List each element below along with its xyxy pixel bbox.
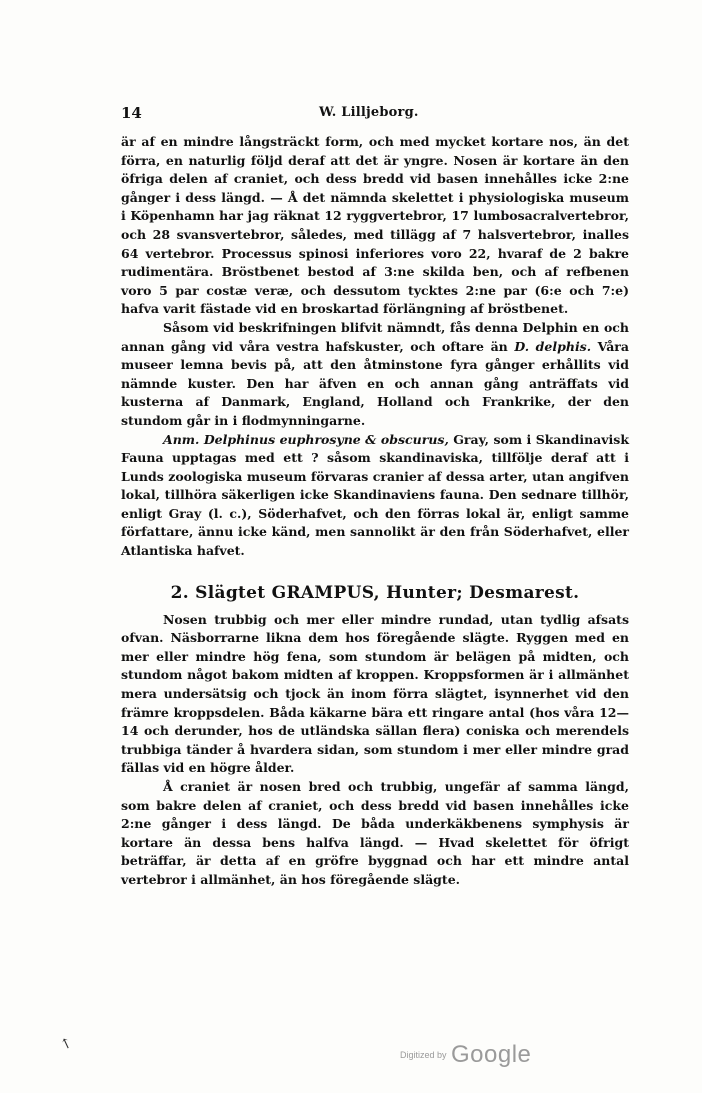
paragraph-skeleton-description: är af en mindre långsträckt form, och med mycket kortare nos, än det förra, en naturlig följd deraf att det är yngre. Nosen är kortare än den öfriga delen af craniet, och dess bredd vid basen innehålles icke 2:ne gånger i dess längd. — Å det nämnda skelettet i physiologiska museum i Köpenhamn har jag räknat 12 ryggvertebror, 17 lumbosacralvertebror, och 28 svansvertebror, således, med tillägg af 7 halsvertebror, inalles 64 vertebror. Processus spinosi inferiores voro 22, hvaraf de 2 bakre rudimentära. Bröstbenet bestod af 3:ne skilda ben, och af refbenen voro 5 par costæ veræ, och dessutom tycktes 2:ne par (6:e och 7:e) hafva varit fästade vid en broskartad förlängning af bröstbenet. xyxy=(121,134,629,317)
species-name-italic: D. delphis. xyxy=(514,338,592,354)
section-heading-grampus: 2. Slägtet GRAMPUS, Hunter; Desmarest. xyxy=(170,582,580,603)
annotation-text: Gray, som i Skandinavisk Fauna upptagas med ett ? såsom skandinaviska, tillfölje deraf att i Lunds zoologiska museum förvaras cranier af dessa arter, utan angifven lokal, tillhöra säkerligen icke Skandinaviens fauna. Den sednare tillhör, enligt Gray (l. c.), Söderhafvet, och den förras lokal är, enligt samme författare, ännu icke känd, men sannolikt är den från Söderhafvet, eller Atlantiska hafvet. xyxy=(121,431,629,559)
page-number: 14 xyxy=(121,104,142,122)
paragraph-annotation xyxy=(121,431,629,561)
watermark-prefix: Digitized by xyxy=(400,1050,447,1060)
google-logo: Google xyxy=(450,1041,532,1068)
stray-pen-mark: ↖ xyxy=(57,1034,75,1054)
annotation-species-italic: Anm. Delphinus euphrosyne & obscurus, xyxy=(163,431,449,447)
body-text xyxy=(121,133,629,890)
paragraph-distribution-part-a: Såsom vid beskrifningen blifvit nämndt, fås denna Delphin en och annan gång vid våra vestra hafskuster, och oftare än xyxy=(121,319,629,354)
running-head xyxy=(121,104,629,124)
paragraph-distribution xyxy=(121,319,629,431)
paragraph-distribution-part-b: Våra museer lemna bevis på, att den åtminstone fyra gånger erhållits vid nämnde kuster. Den har äfven en och annan gång anträffats vid kusterna af Danmark, England, Holland och Frankrike, der den stundom går in i flodmynningarne. xyxy=(121,338,629,428)
running-head-author: W. Lilljeborg. xyxy=(319,105,419,120)
digitized-watermark xyxy=(400,1041,531,1069)
paragraph-genus-description: Nosen trubbig och mer eller mindre rundad, utan tydlig afsats ofvan. Näsborrarne likna dem hos föregående slägte. Ryggen med en mer eller mindre hög fena, som stundom är belägen på midten, och stundom något bakom midten af kroppen. Kroppsformen är i allmänhet mera undersätsig och tjock än inom förra slägtet, isynnerhet vid den främre kroppsdelen. Båda käkarne bära ett ringare antal (hos våra 12—14 och derunder, hos de utländska sällan flera) coniska och merendels trubbiga tänder å hvardera sidan, som stundom i mer eller mindre grad fällas vid en högre ålder. xyxy=(121,611,629,776)
paragraph-cranium-description: Å craniet är nosen bred och trubbig, ungefär af samma längd, som bakre delen af craniet, och dess bredd vid basen innehålles icke 2:ne gånger i dess längd. De båda underkäkbenens symphysis är kortare än dessa bens halfva längd. — Hvad skelettet för öfrigt beträffar, är detta af en gröfre byggnad och har ett mindre antal vertebror i allmänhet, än hos föregående slägte. xyxy=(121,779,629,887)
